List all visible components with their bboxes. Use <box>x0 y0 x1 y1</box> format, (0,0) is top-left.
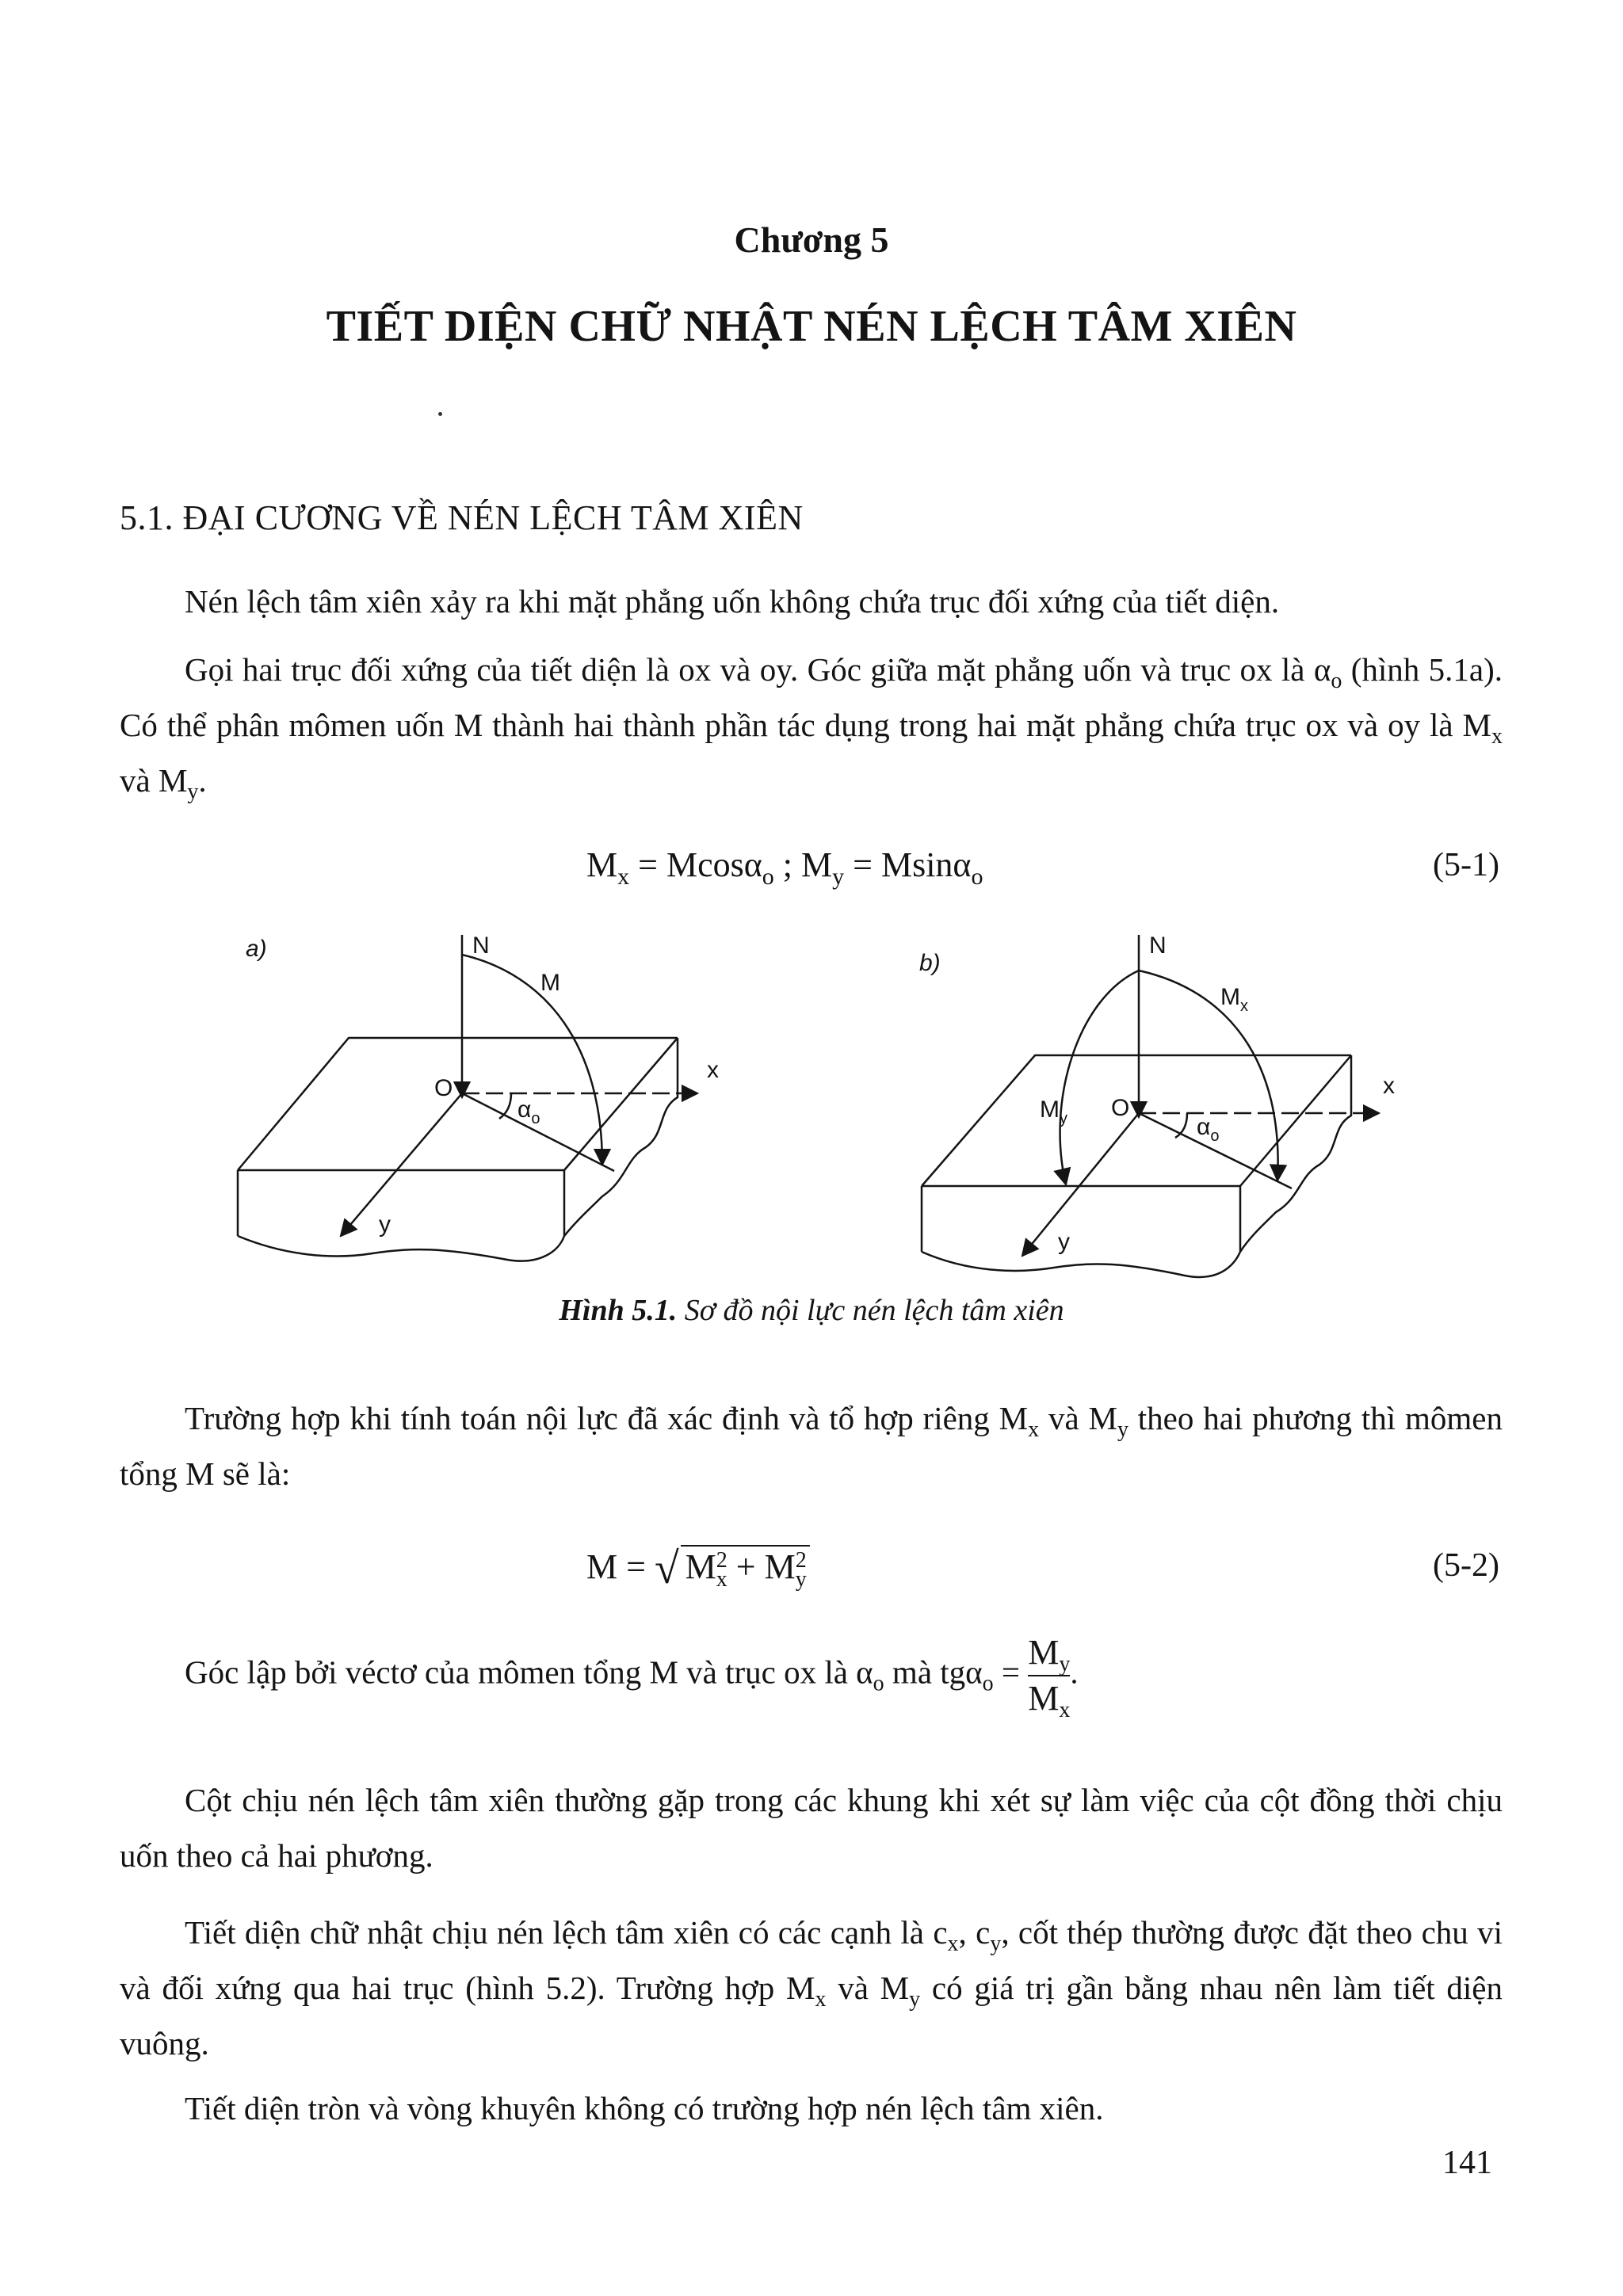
figure-5-1 <box>0 911 1623 1291</box>
figure-caption: Hình 5.1. Sơ đồ nội lực nén lệch tâm xiên <box>559 1294 1064 1327</box>
label-x-a: x <box>707 1057 719 1083</box>
paragraph-6: Tiết diện chữ nhật chịu nén lệch tâm xiên có các cạnh là $c_x$, $c_y$, cốt thép thường được đặt theo chu vi và đối xứng qua hai trục (hình 5.2). Trường hợp $M_x$ và $M_y$ có giá trị gần bằng nhau nên làm tiết diện vuông. <box>120 1914 1503 2061</box>
paragraph-5: Cột chịu nén lệch tâm xiên thường gặp trong các khung khi xét sự làm việc của cột đồng thời chịu uốn theo cả hai phương. <box>120 1782 1503 1874</box>
label-alpha-b: $\alpha_o$ <box>1197 1114 1220 1145</box>
label-mx-b: $M_x$ <box>1220 984 1248 1015</box>
label-y-b: y <box>1058 1229 1070 1255</box>
label-my-b: $M_y$ <box>1040 1097 1067 1127</box>
tg-fraction: $\frac{M_y}{M_x}$ <box>1028 1633 1071 1722</box>
label-y-a: y <box>379 1211 391 1238</box>
label-o-b: O <box>1111 1095 1130 1121</box>
label-n-a: N <box>472 933 490 959</box>
label-alpha-a: $\alpha_o$ <box>517 1097 540 1127</box>
label-a: a) <box>246 936 267 962</box>
paragraph-2: Gọi hai trục đối xứng của tiết diện là ox và oy. Góc giữa mặt phẳng uốn và trục ox là $\alpha_o$ (hình 5.1a). Có thể phân mômen uốn M thành hai thành phần tác dụng trong hai mặt phẳng chứa trục ox và oy là $M_x$ và $M_y$. <box>120 651 1503 804</box>
paragraph-4: Góc lập bởi véctơ của mômen tổng M và trục ox là $\alpha_o$ mà tgα$_o$ = $\frac{M_y}{M_x}$ . <box>185 1633 1079 1722</box>
label-x-b: x <box>1383 1073 1395 1099</box>
equation-number-5-2: (5-2) <box>1433 1547 1499 1584</box>
label-m-a: M <box>540 970 560 996</box>
label-n-b: N <box>1149 933 1167 959</box>
label-o-a: O <box>434 1075 453 1101</box>
equation-number-5-1: (5-1) <box>1433 847 1499 883</box>
chapter-title: TIẾT DIỆN CHỮ NHẬT NÉN LỆCH TÂM XIÊN <box>326 302 1297 351</box>
paragraph-7: Tiết diện tròn và vòng khuyên không có trường hợp nén lệch tâm xiên. <box>185 2090 1104 2126</box>
equation-5-2: M = √ M 2 x + M 2 y <box>586 1543 810 1594</box>
stray-dot <box>438 412 442 416</box>
diagram-a <box>238 935 697 1261</box>
paragraph-3: Trường hợp khi tính toán nội lực đã xác định và tổ hợp riêng $M_x$ và $M_y$ theo hai phương thì mômen tổng M sẽ là: <box>120 1400 1503 1492</box>
section-heading: 5.1. ĐẠI CƯƠNG VỀ NÉN LỆCH TÂM XIÊN <box>120 498 804 537</box>
label-b: b) <box>919 950 941 976</box>
page-number: 141 <box>1442 2145 1492 2181</box>
equation-5-1: $M_x = Mcos\alpha_o$ ; $M_y = Msin\alpha_o$ <box>586 845 983 890</box>
chapter-label: Chương 5 <box>734 219 889 260</box>
diagram-b <box>922 935 1379 1277</box>
paragraph-1: Nén lệch tâm xiên xảy ra khi mặt phẳng uốn không chứa trục đối xứng của tiết diện. <box>185 583 1280 620</box>
